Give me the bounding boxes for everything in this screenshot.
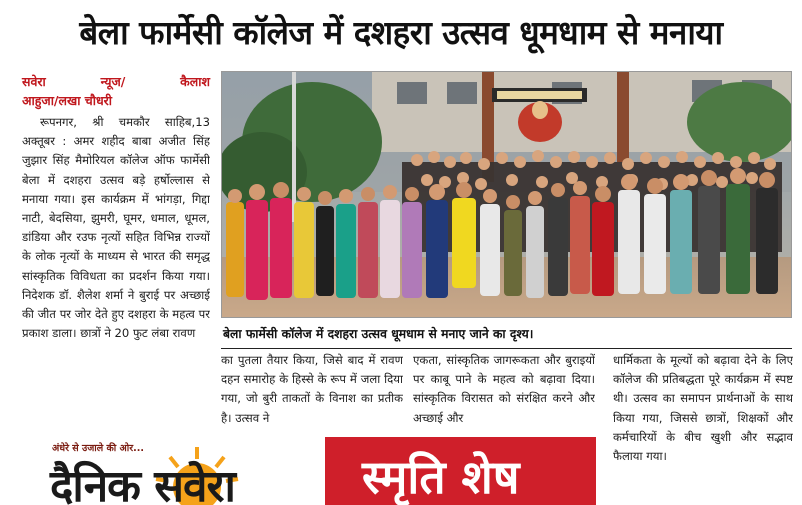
article-column-1: रूपनगर, श्री चमकौर साहिब,13 अक्तूबर : अमर शहीद बाबा अजीत सिंह जुझार सिंह मैमोरियल कॉलेज ऑफ फार्मेसी बेला में दशहरा उत्सव बड़े हर्षोल्लास से मनाया गया। इस कार्यक्रम में भांगड़ा, गिद्दा नाटी, बेदसिया, झुमरी, घूमर, धमाल, धूमल, डांडिया और रउफ नृत्यों सहित विभिन्न राज्यों के लोक नृत्यों के माध्यम से भारत की समृद्ध सांस्कृतिक विविधता का प्रदर्शन किया गया। निदेशक डॉ. शैलेश शर्मा ने बुराई पर अच्छाई की जीत पर जोर देते हुए दशहरा के महत्व पर प्रकाश डाला। छात्रों ने 20 फुट लंबा रावण (22, 115, 210, 341)
byline-line-1: सवेरा न्यूज/ कैलाश (22, 74, 210, 89)
byline-line-2: आहुजा/लखा चौधरी (22, 93, 112, 108)
byline (22, 72, 210, 110)
headline: बेला फार्मेसी कॉलेज में दशहरा उत्सव धूमधाम से मनाया (79, 12, 723, 52)
ad-tagline: अंधेरे से उजाले की ओर... (52, 443, 144, 454)
photo-caption: बेला फार्मेसी कॉलेज में दशहरा उत्सव धूमधाम से मनाए जाने का दृश्य। (221, 319, 792, 349)
memorial-advertisement (22, 437, 596, 505)
article-column-2: का पुतला तैयार किया, जिसे बाद में रावण दहन समारोह के हिस्से के रूप में जला दिया गया, जो बुरी ताकतों के विनाश का प्रतीक है। उत्सव ने (221, 353, 403, 425)
ad-logo-text: दैनिक सवेरा (50, 461, 235, 505)
ad-title: स्मृति शेष (362, 450, 520, 504)
event-photo (221, 71, 792, 318)
article-column-3: एकता, सांस्कृतिक जागरूकता और बुराइयों पर काबू पाने के महत्व को बढ़ावा दिया। सांस्कृतिक विरासत को संरक्षित करने और अच्छाई और (413, 353, 595, 425)
article-column-4: धार्मिकता के मूल्यों को बढ़ावा देने के लिए कॉलेज की प्रतिबद्धता पूरे कार्यक्रम में स्पष्ट थी। उत्सव का समापन प्रार्थनाओं के साथ किया गया, जिससे छात्रों, शिक्षकों और कर्मचारियों के बीच खुशी और सद्भाव फैलाया गया। (613, 353, 793, 464)
